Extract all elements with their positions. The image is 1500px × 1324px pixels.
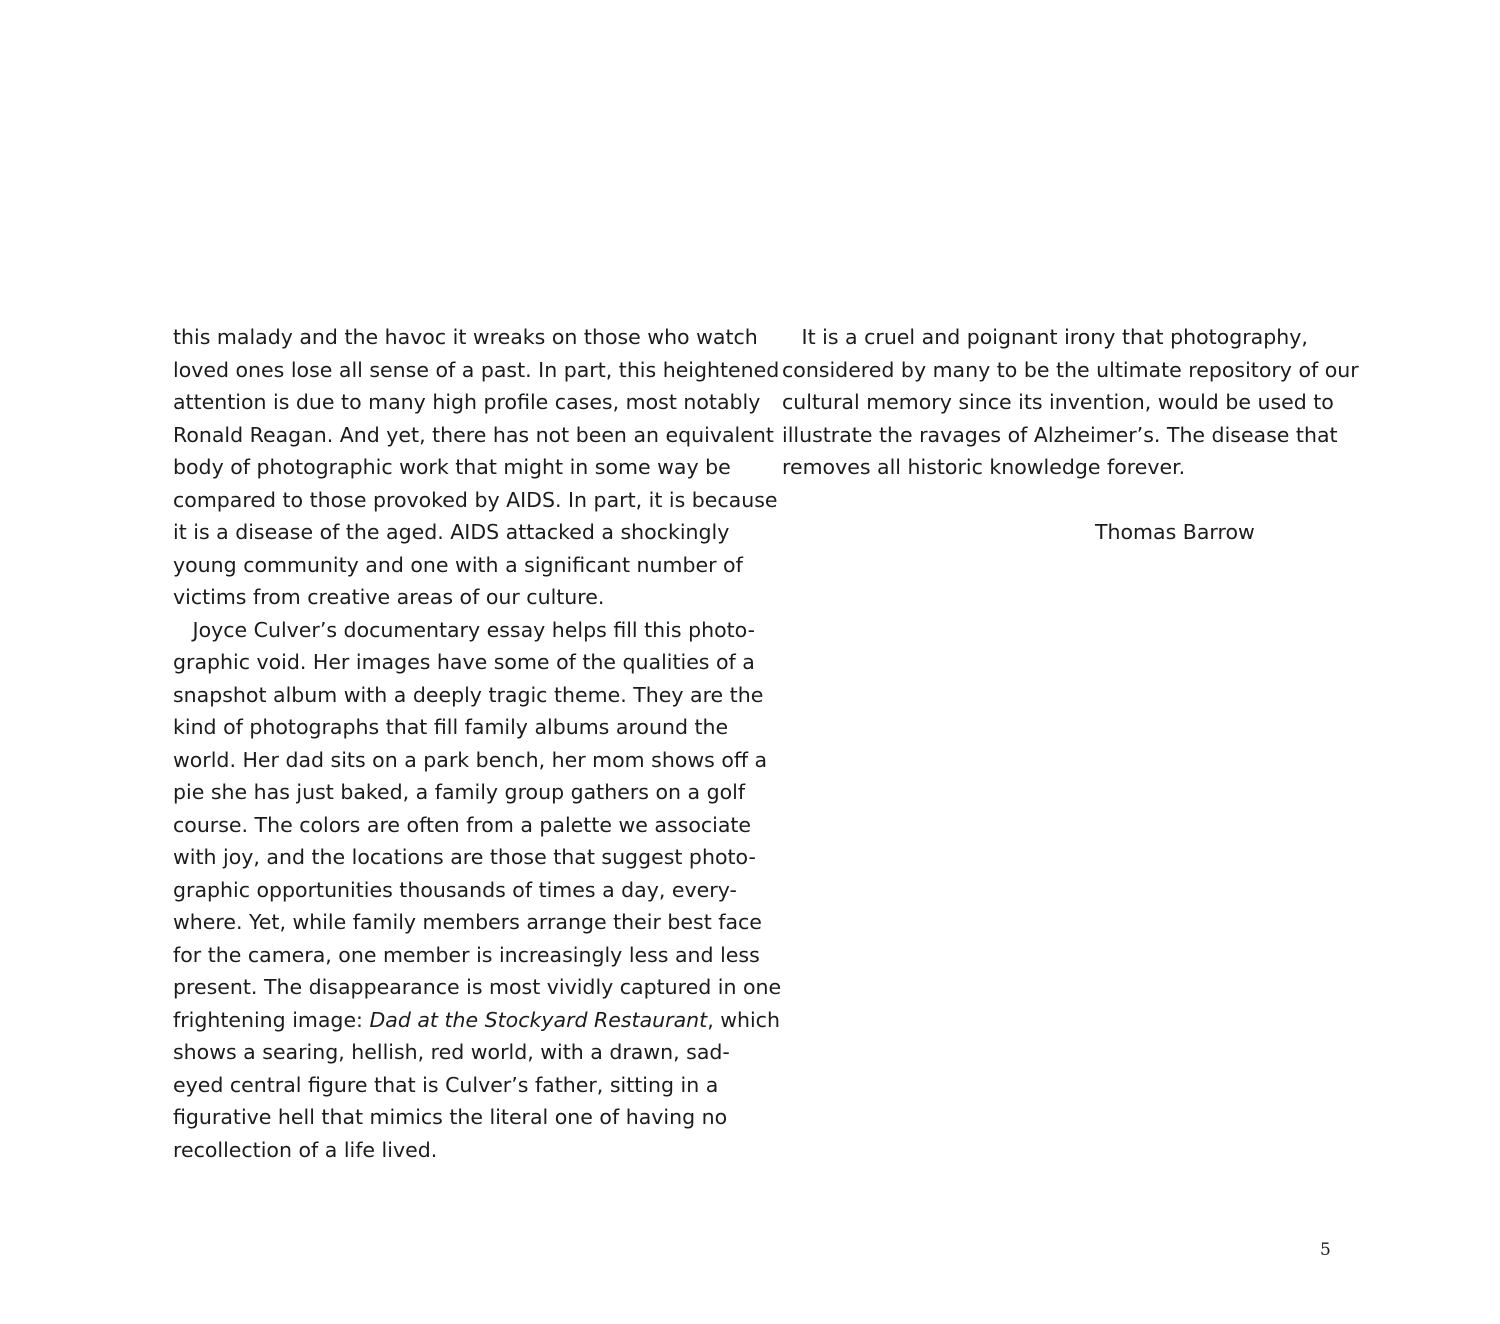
text-line: for the camera, one member is increasingly less and less: [173, 942, 760, 967]
text-line: course. The colors are often from a palette we associate: [173, 812, 752, 837]
text-fragment: , which: [707, 1007, 780, 1032]
text-line: body of photographic work that might in some way be: [173, 455, 731, 479]
text-line-with-title: [173, 1004, 780, 1037]
text-line: pie she has just baked, a family group gathers on a golf: [173, 780, 746, 804]
text-line: graphic opportunities thousands of times a day, every-: [173, 877, 737, 902]
text-line: it is a disease of the aged. AIDS attacked a shockingly: [173, 520, 730, 544]
text-line: compared to those provoked by AIDS. In part, it is because: [173, 487, 778, 512]
text-line: kind of photographs that fill family albums around the: [173, 715, 729, 739]
text-line: removes all historic knowledge forever.: [782, 455, 1186, 479]
text-line: snapshot album with a deeply tragic theme. They are the: [173, 682, 764, 707]
paragraph-start-line: Joyce Culver’s documentary essay helps fill this photo-: [173, 617, 755, 642]
left-text-column: [173, 321, 782, 1166]
text-line: where. Yet, while family members arrange their best face: [173, 910, 762, 934]
text-line: loved ones lose all sense of a past. In part, this heightened: [173, 357, 780, 382]
text-line: this malady and the havoc it wreaks on those who watch: [173, 325, 758, 349]
text-line: figurative hell that mimics the literal one of having no: [173, 1105, 728, 1129]
text-line: attention is due to many high profile cases, most notably: [173, 390, 761, 414]
text-line: present. The disappearance is most vividly captured in one: [173, 975, 782, 999]
text-line: recollection of a life lived.: [173, 1137, 438, 1162]
text-line: considered by many to be the ultimate repository of our: [782, 357, 1359, 382]
artwork-title: Dad at the Stockyard Restaurant: [369, 1007, 708, 1032]
text-line: Ronald Reagan. And yet, there has not been an equivalent: [173, 422, 774, 447]
text-line: eyed central figure that is Culver’s father, sitting in a: [173, 1072, 719, 1097]
page-number: 5: [1320, 1240, 1331, 1260]
text-line: with joy, and the locations are those that suggest photo-: [173, 845, 756, 869]
text-line: graphic void. Her images have some of the qualities of a: [173, 650, 755, 674]
text-fragment: frightening image:: [173, 1007, 370, 1032]
right-text-column: [782, 321, 1359, 484]
text-line: young community and one with a significant number of: [173, 552, 743, 577]
text-line: victims from creative areas of our culture.: [173, 585, 605, 609]
text-line: cultural memory since its invention, would be used to: [782, 390, 1334, 414]
text-line: shows a searing, hellish, red world, with a drawn, sad-: [173, 1040, 730, 1064]
text-line: world. Her dad sits on a park bench, her mom shows off a: [173, 747, 768, 772]
paragraph-start-line: It is a cruel and poignant irony that photography,: [782, 325, 1308, 349]
author-signature: Thomas Barrow: [1095, 520, 1255, 544]
text-line: illustrate the ravages of Alzheimer’s. The disease that: [782, 422, 1338, 447]
